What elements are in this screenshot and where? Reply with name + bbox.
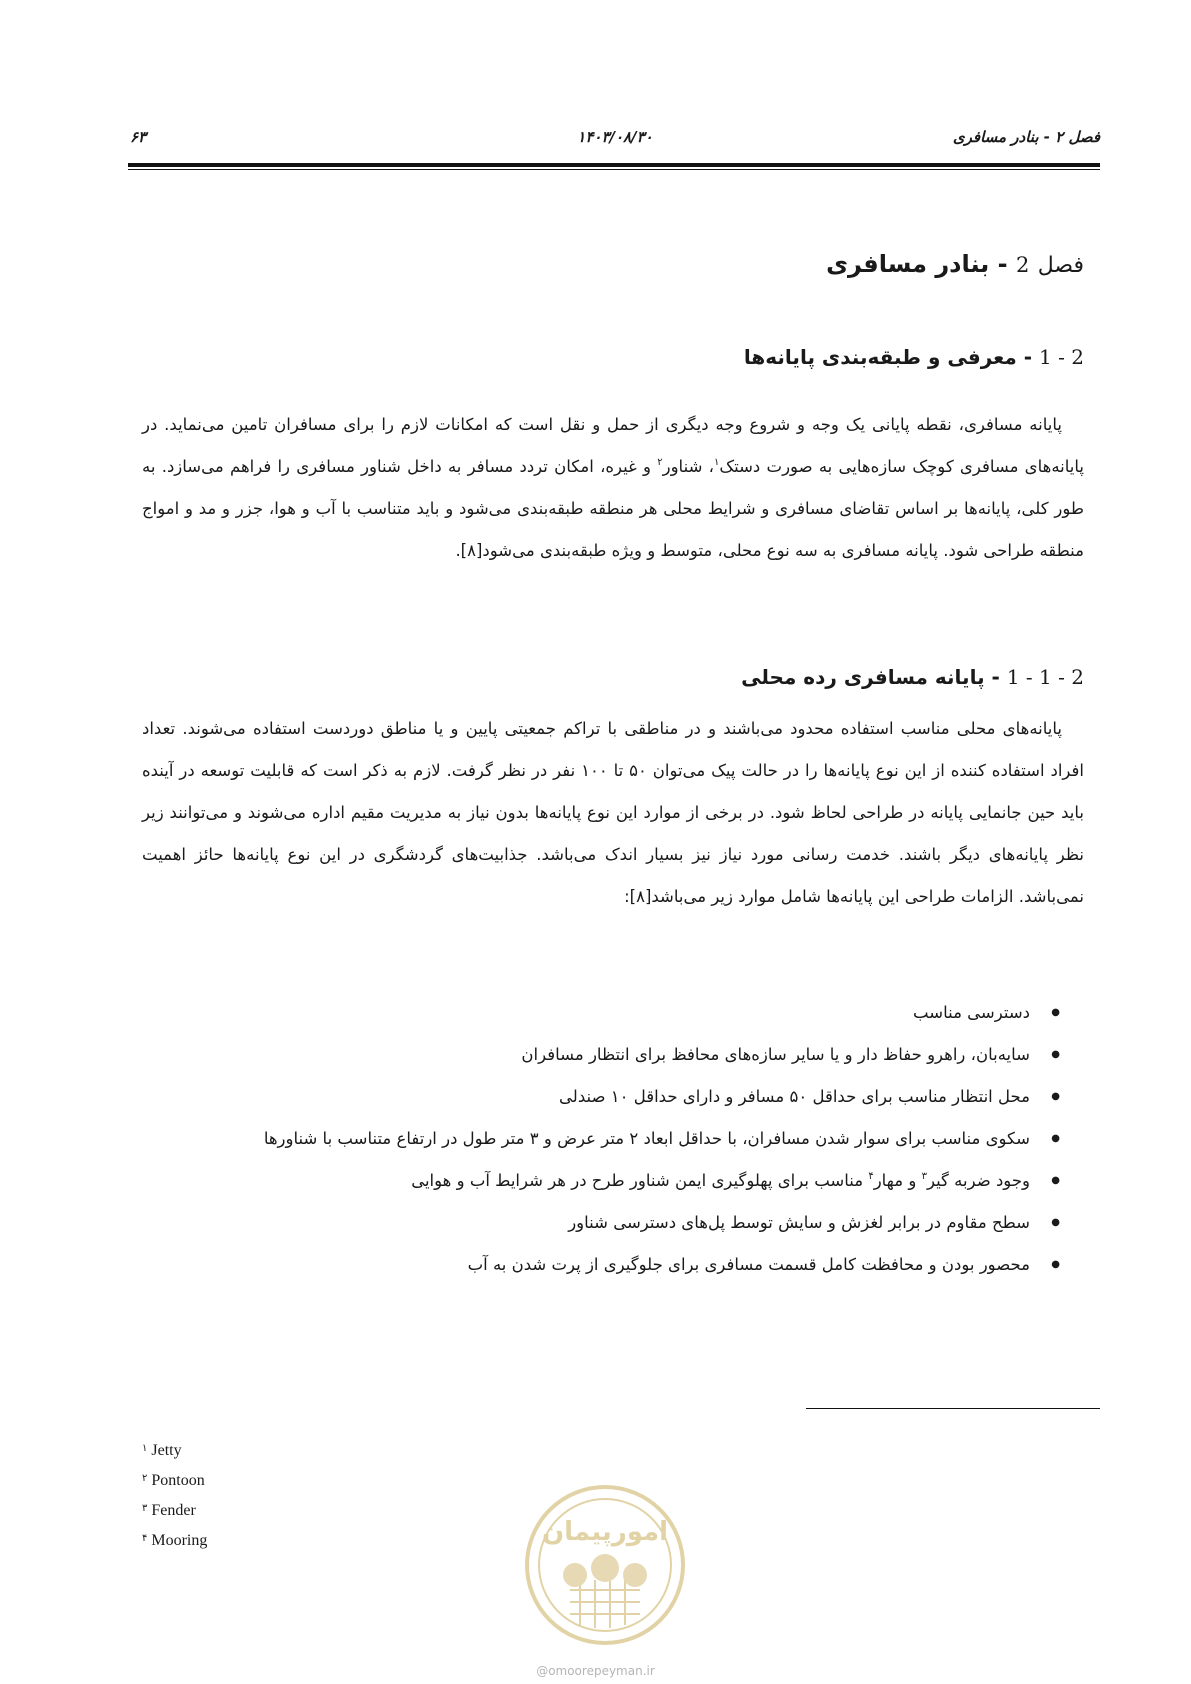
- paragraph-local-terminal: [142, 708, 1084, 918]
- footnote: $^۳$ Fender: [142, 1502, 196, 1519]
- paragraph-text: پایانه مسافری، نقطه پایانی یک وجه و شروع وجه دیگری از حمل و نقل است که امکانات لازم را برای مسافران تامین می‌نماید. در پایانه‌های مسافری کوچک سازه‌هایی به صورت دستک: [142, 415, 1085, 476]
- header-page-number: ۶۳: [130, 128, 147, 146]
- header-rule-thick: [128, 163, 1100, 167]
- running-header: [130, 128, 1100, 154]
- footnotes: [142, 1436, 442, 1556]
- header-chapter: فصل ۲ - بنادر مسافری: [952, 128, 1100, 146]
- section-number: 2 - 1: [1039, 345, 1084, 369]
- footnote: $^۱$ Jetty: [142, 1442, 182, 1459]
- list-item: ● سایه‌بان، راهرو حفاظ دار و یا سایر سازه‌های محافظ برای انتظار مسافران: [142, 1034, 1070, 1076]
- list-item: ● وجود ضربه گیر$^۳$ و مهار$^۴$ مناسب برای پهلوگیری ایمن شناور طرح در هر شرایط آب و هوایی: [142, 1160, 1070, 1202]
- requirements-list: [142, 992, 1070, 1286]
- footnote: $^۴$ Mooring: [142, 1532, 208, 1549]
- section-heading: 2 - 1 - معرفی و طبقه‌بندی پایانه‌ها: [743, 345, 1084, 369]
- paragraph-text: پایانه‌های محلی مناسب استفاده محدود می‌باشند و در مناطقی با تراکم جمعیتی پایین و یا مناطق دوردست استفاده می‌شوند. تعداد افراد استفاده کننده از این نوع پایانه‌ها را در حالت پیک می‌توان ۵۰ تا ۱۰۰ نفر در نظر گرفت. لازم به ذکر است که قابلیت توسعه در آینده باید حین جانمایی پایانه در طراحی لحاظ شود. در برخی از موارد این نوع پایانه‌ها بدون نیاز به مدیریت مقیم اداره می‌شوند و می‌توانند زیر نظر پایانه‌های دیگر باشند. خدمت رسانی مورد نیاز نیز بسیار اندک می‌باشد. جذابیت‌های گردشگری در این نوع پایانه‌ها حائز اهمیت نمی‌باشد. الزامات طراحی این پایانه‌ها شامل موارد زیر می‌باشد[۸]:: [142, 719, 1084, 906]
- watermark-logo-icon: [520, 1480, 690, 1650]
- chapter-name: بنادر مسافری: [826, 250, 990, 278]
- paragraph-intro: [142, 404, 1084, 572]
- list-item: ● محصور بودن و محافظت کامل قسمت مسافری برای جلوگیری از پرت شدن به آب: [142, 1244, 1070, 1286]
- list-item: ● دسترسی مناسب: [142, 992, 1070, 1034]
- header-rule-thin: [128, 169, 1100, 170]
- footnote-ref[interactable]: ۳: [921, 1171, 927, 1182]
- subsection-heading: 2 - 1 - 1 - پایانه مسافری رده محلی: [741, 665, 1084, 689]
- section-title: معرفی و طبقه‌بندی پایانه‌ها: [743, 345, 1017, 369]
- chapter-prefix: فصل: [1037, 253, 1084, 278]
- list-item: ● محل انتظار مناسب برای حداقل ۵۰ مسافر و دارای حداقل ۱۰ صندلی: [142, 1076, 1070, 1118]
- subsection-title: پایانه مسافری رده محلی: [741, 665, 985, 689]
- subsection-number: 2 - 1 - 1: [1006, 665, 1084, 689]
- watermark-caption: @omoorepeyman.ir: [536, 1664, 655, 1678]
- footnote-separator: [806, 1408, 1100, 1409]
- paragraph-text: و غیره، امکان تردد مسافر به داخل شناور مسافری را فراهم می‌سازد. به طور کلی، پایانه‌ها بر اساس تقاضای مسافری و شرایط محلی هر منطقه طبقه‌بندی می‌شود و باید متناسب با آب و هوا، جزر و مد و امواج منطقه طراحی شود. پایانه مسافری به سه نوع محلی، متوسط و ویژه طبقه‌بندی می‌شود[۸].: [142, 457, 1084, 560]
- paragraph-text: ، شناور: [662, 457, 714, 476]
- footnote-ref[interactable]: ۱: [713, 457, 720, 468]
- chapter-title: فصل 2 - بنادر مسافری: [826, 250, 1084, 278]
- list-item: ● سکوی مناسب برای سوار شدن مسافران، با حداقل ابعاد ۲ متر عرض و ۳ متر طول در ارتفاع متناسب با شناورها: [142, 1118, 1070, 1160]
- footnote-ref[interactable]: ۴: [868, 1171, 874, 1182]
- chapter-number: 2: [1016, 253, 1030, 277]
- list-item: ● سطح مقاوم در برابر لغزش و سایش توسط پل‌های دسترسی شناور: [142, 1202, 1070, 1244]
- footnote-ref[interactable]: ۲: [657, 457, 663, 468]
- svg-text:امورپیمان: امورپیمان: [541, 1517, 669, 1547]
- footnote: $^۲$ Pontoon: [142, 1472, 205, 1489]
- header-date: ۱۴۰۳/۰۸/۳۰: [577, 128, 653, 146]
